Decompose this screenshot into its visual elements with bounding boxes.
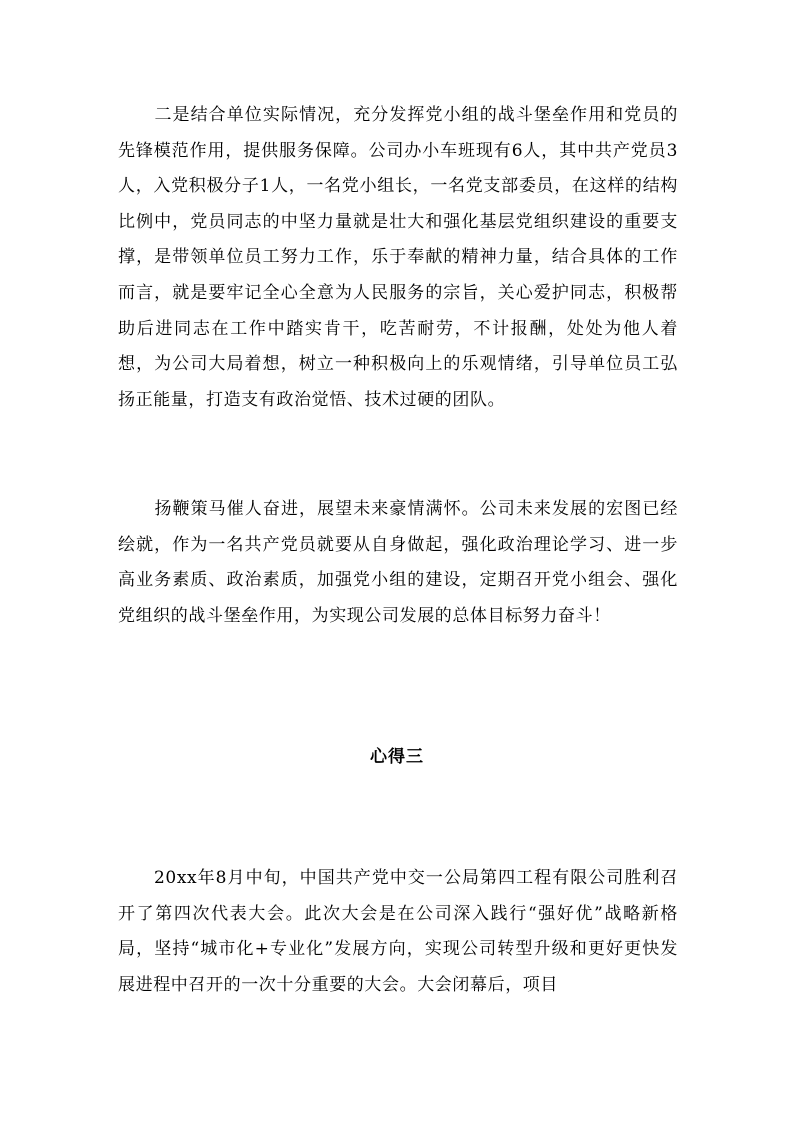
body-paragraph-1 — [118, 98, 678, 418]
paragraph-text: 扬鞭策马催人奋进，展望未来豪情满怀。公司未来发展的宏图已经绘就，作为一名共产党员就要从自身做起，强化政治理论学习、进一步高业务素质、政治素质，加强党小组的建设，定期召开党小组会、强化党组织的战斗堡垒作用，为实现公司发展的总体目标努力奋斗！ — [118, 499, 678, 626]
section-heading: 心得三 — [370, 747, 424, 767]
paragraph-text: 二是结合单位实际情况，充分发挥党小组的战斗堡垒作用和党员的先锋模范作用，提供服务保障。公司办小车班现有6人，其中共产党员3人，入党积极分子1人，一名党小组长，一名党支部委员，在这样的结构比例中，党员同志的中坚力量就是壮大和强化基层党组织建设的重要支撑，是带领单位员工努力工作，乐于奉献的精神力量，结合具体的工作而言，就是要牢记全心全意为人民服务的宗旨，关心爱护同志，积极帮助后进同志在工作中踏实肯干，吃苦耐劳，不计报酬，处处为他人着想，为公司大局着想，树立一种积极向上的乐观情绪，引导单位员工弘扬正能量，打造支有政治觉悟、技术过硬的团队。 — [118, 105, 678, 410]
section-paragraph — [118, 861, 678, 1003]
body-paragraph-2 — [118, 492, 678, 634]
paragraph-text: 20xx年8月中旬，中国共产党中交一公局第四工程有限公司胜利召开了第四次代表大会。此次大会是在公司深入践行“强好优”战略新格局，坚持“城市化+专业化”发展方向，实现公司转型升级和更好更快发展进程中召开的一次十分重要的大会。大会闭幕后，项目 — [118, 868, 678, 995]
